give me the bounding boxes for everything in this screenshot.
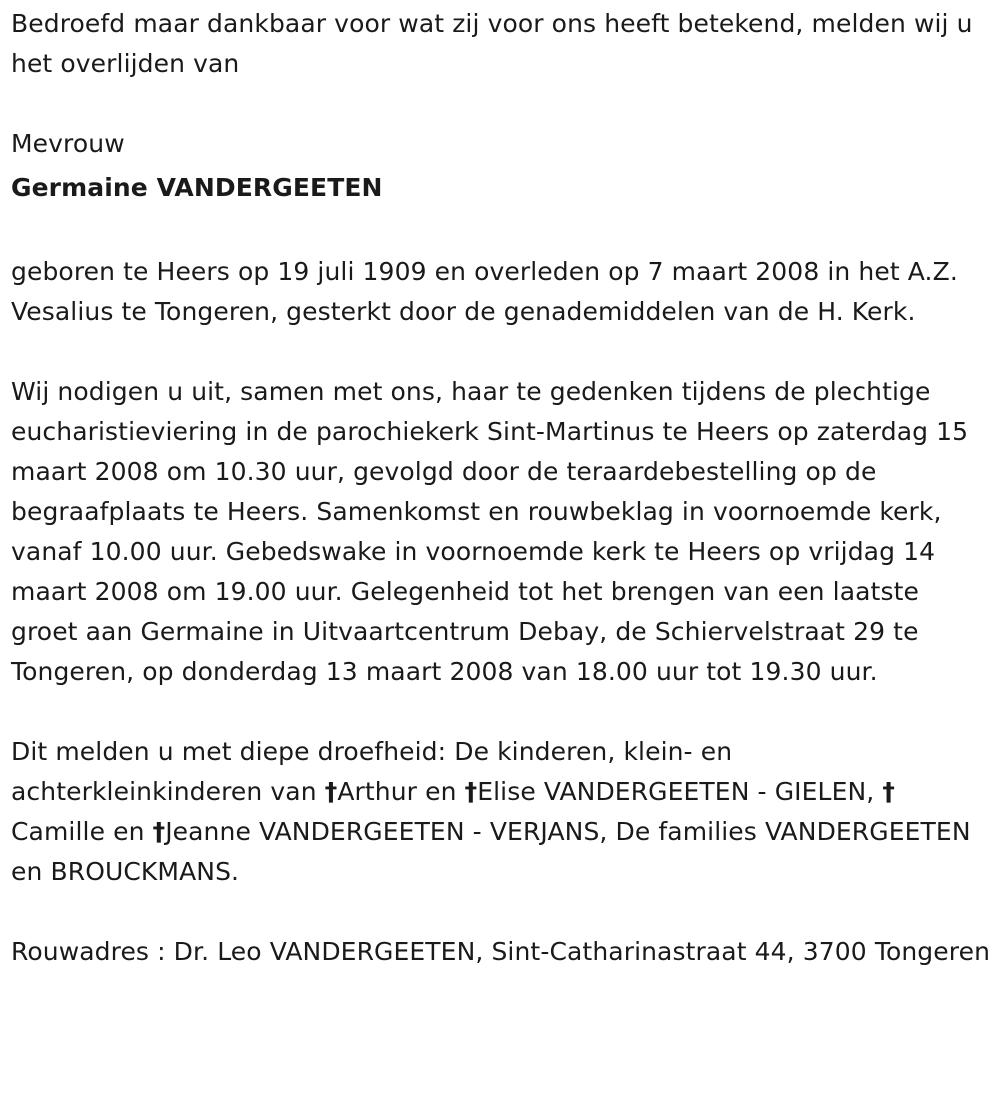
cross-icon: †: [882, 777, 895, 806]
spacer: [11, 212, 991, 252]
obituary-notice: [11, 4, 991, 972]
cross-icon: †: [152, 817, 166, 846]
intro-paragraph: Bedroefd maar dankbaar voor wat zij voor ons heeft betekend, melden wij u het overlijden van: [11, 9, 973, 78]
invitation-paragraph: Wij nodigen u uit, samen met ons, haar te gedenken tijdens de plechtige eucharistieviering in de parochiekerk Sint-Martinus te Heers op zaterdag 15 maart 2008 om 10.30 uur, gevolgd door de teraardebestelling op de begraafplaats te Heers. Samenkomst en rouwbeklag in voornoemde kerk, vanaf 10.00 uur. Gebedswake in voornoemde kerk te Heers op vrijdag 14 maart 2008 om 19.00 uur. Gelegenheid tot het brengen van een laatste groet aan Germaine in Uitvaartcentrum Debay, de Schiervelstraat 29 te Tongeren, op donderdag 13 maart 2008 van 18.00 uur tot 19.30 uur.: [11, 377, 969, 686]
mourners-text: Elise VANDERGEETEN - GIELEN,: [477, 777, 875, 806]
spacer: [11, 692, 991, 732]
mourners-text: Dit melden u met diepe droefheid: De kinderen, klein- en achterkleinkinderen van: [11, 737, 733, 806]
address-paragraph: Rouwadres : Dr. Leo VANDERGEETEN, Sint-Catharinastraat 44, 3700 Tongeren: [11, 937, 991, 966]
mourners-text: Arthur en: [337, 777, 457, 806]
mourners-text: Jeanne VANDERGEETEN - VERJANS, De families VANDERGEETEN en BROUCKMANS.: [11, 817, 971, 886]
cross-icon: †: [324, 777, 338, 806]
honorific-title: Mevrouw: [11, 129, 125, 158]
deceased-name: Germaine VANDERGEETEN: [11, 173, 383, 202]
birth-death-paragraph: geboren te Heers op 19 juli 1909 en overleden op 7 maart 2008 in het A.Z. Vesalius te Tongeren, gesterkt door de genademiddelen van de H. Kerk.: [11, 257, 958, 326]
spacer: [11, 84, 991, 124]
cross-icon: †: [464, 777, 478, 806]
spacer: [11, 892, 991, 932]
mourners-text: Camille en: [11, 817, 145, 846]
mourners-paragraph: [11, 732, 991, 892]
spacer: [11, 332, 991, 372]
